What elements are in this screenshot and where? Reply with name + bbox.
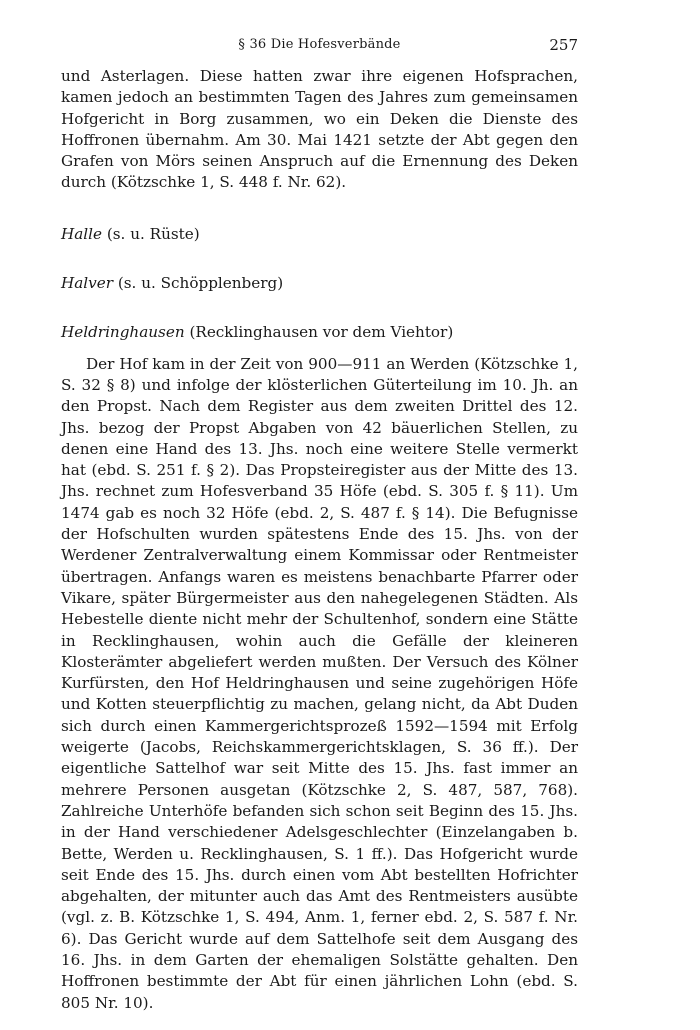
book-page xyxy=(61,30,578,1014)
entry-reference: (s. u. Schöpplenberg) xyxy=(113,274,284,293)
entry-heldringhausen xyxy=(61,322,578,343)
entry-lemma: Halver xyxy=(61,274,113,293)
entry-reference: (Recklinghausen vor dem Viehtor) xyxy=(184,323,454,342)
paragraph-continuation: und Asterlagen. Diese hatten zwar ihre eigenen Hofsprachen, kamen jedoch an bestimmten Tagen des Jahres zum gemeinsamen Hofgericht in Borg zusammen, wo ein Deken die Dienste des Hoffronen übernahm. Am 30. Mai 1421 setzte der Abt gegen den Grafen von Mörs seinen Anspruch auf die Ernennung des Deken durch (Kötzschke 1, S. 448 f. Nr. 62). xyxy=(61,67,578,192)
entry-reference: (s. u. Rüste) xyxy=(102,224,200,243)
entry-halver xyxy=(61,273,578,294)
running-head xyxy=(61,30,578,60)
entry-lemma: Heldringhausen xyxy=(61,323,185,342)
paragraph-heldringhausen: Der Hof kam in der Zeit von 900—911 an Werden (Kötzschke 1, S. 32 § 8) und infolge der klösterlichen Güterteilung im 10. Jh. an den Propst. Nach dem Register aus dem zweiten Drittel des 12. Jhs. bezog der Propst Abgaben von 42 bäuerlichen Stellen, zu denen eine Hand des 13. Jhs. noch eine weitere Stelle vermerkt hat (ebd. S. 251 f. § 2). Das Propsteiregister aus der Mitte des 13. Jhs. rechnet zum Hofesverband 35 Höfe (ebd. S. 305 f. § 11). Um 1474 gab es noch 32 Höfe (ebd. 2, S. 487 f. § 14). Die Befugnisse der Hofschulten wurden spätestens Ende des 15. Jhs. von der Werdener Zentralverwaltung einem Kommissar oder Rentmeister übertragen. Anfangs waren es meistens benachbarte Pfarrer oder Vikare, später Bürgermeister aus den nahegelegenen Städten. Als Hebestelle diente nicht mehr der Schultenhof, sondern eine Stätte in Recklinghausen, wohin auch die Gefälle der kleineren Klosterämter abgeliefert werden mußten. Der Versuch des Kölner Kurfürsten, den Hof Heldringhausen und seine zugehörigen Höfe und Kotten steuerpflichtig zu machen, gelang nicht, da Abt Duden sich durch einen Kammergerichtsprozeß 1592—1594 mit Erfolg weigerte (Jacobs, Reichskammergerichtsklagen, S. 36 ff.). Der eigentliche Sattelhof war seit Mitte des 15. Jhs. fast immer an mehrere Personen ausgetan (Kötzschke 2, S. 487, 587, 768). Zahlreiche Unterhöfe befanden sich schon seit Beginn des 15. Jhs. in der Hand verschiedener Adelsgeschlechter (Einzelangaben b. Bette, Werden u. Recklinghausen, S. 1 ff.). Das Hofgericht wurde seit Ende des 15. Jhs. durch einen vom Abt bestellten Hofrichter abgehalten, der mitunter auch das Amt des Rentmeisters ausübte (vgl. z. B. Kötzschke 1, S. 494, Anm. 1, ferner ebd. 2, S. 587 f. Nr. 6). Das Gericht wurde auf dem Sattelhofe seit dem Ausgang des 16. Jhs. in dem Garten der ehemaligen Solstätte gehalten. Den Hoffronen bestimmte der Abt für einen jährlichen Lohn (ebd. S. 805 Nr. 10). xyxy=(61,354,578,1012)
running-title: § 36 Die Hofesverbände xyxy=(238,37,401,52)
entry-halle xyxy=(61,224,578,245)
page-number: 257 xyxy=(549,36,578,54)
entry-lemma: Halle xyxy=(61,224,103,243)
